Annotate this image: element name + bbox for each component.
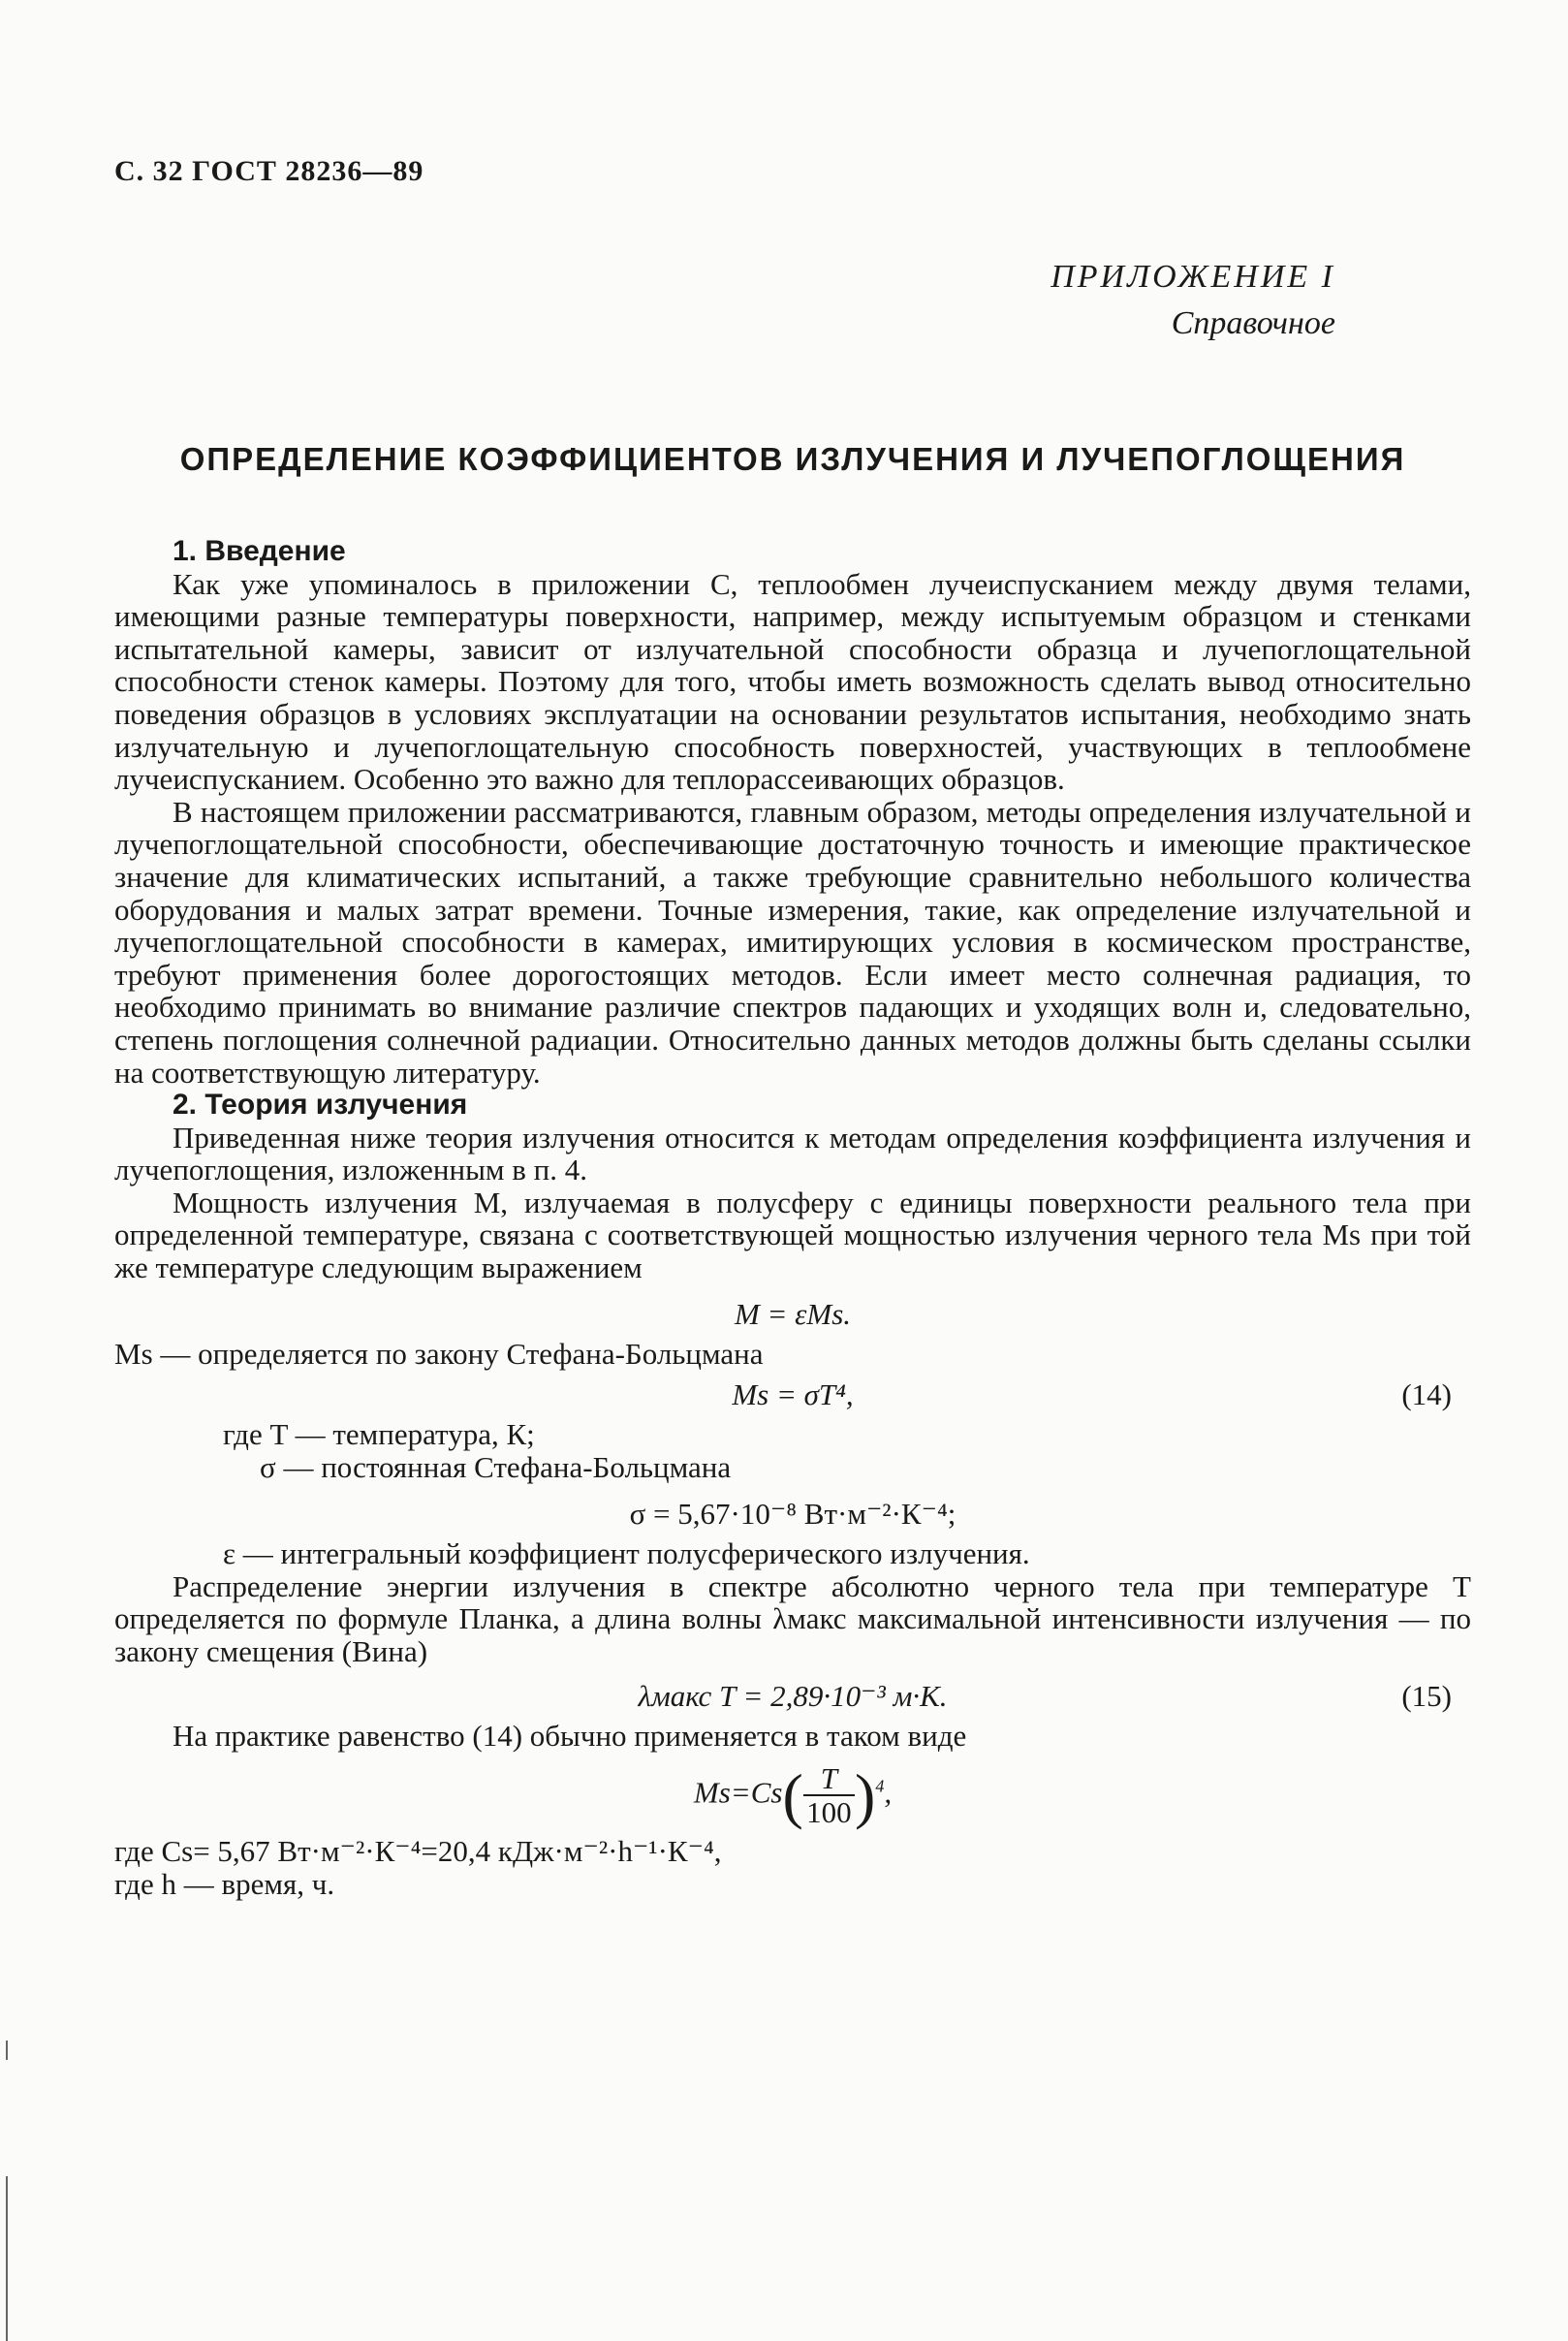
formula-15-expression: λмакс T = 2,89·10⁻³ м·К. — [638, 1678, 948, 1713]
formula-16-paren-close: ) — [855, 1760, 876, 1830]
formula-m: M = εMs. — [734, 1296, 852, 1331]
appendix-kind: Справочное — [1171, 305, 1335, 341]
definition-sigma: σ — постоянная Стефана-Больцмана — [260, 1450, 732, 1485]
section-heading: 1. Введение — [172, 535, 346, 567]
formula-16-paren-open: ( — [782, 1760, 803, 1830]
margin-mark — [6, 2176, 8, 2341]
paragraph: Как уже упоминалось в приложении С, теплообмен лучеиспусканием между двумя телами, имеющими разные температуры поверхности, например, между испытуемым образцом и стенками испытательной камеры, зависит от излучательной способности образца и лучепоглощательной способности стенок камеры. Поэтому для того, чтобы иметь возможность сделать вывод относительно поведения образцов в условиях эксплуатации на основании результатов испытания, необходимо знать излучательную и лучепоглощательную способность поверхностей, участвующих в теплообмене лучеиспусканием. Особенно это важно для теплорассеивающих образцов. — [114, 566, 1471, 797]
page-header: С. 32 ГОСТ 28236—89 — [114, 155, 424, 187]
formula-15 — [114, 1680, 1471, 1713]
appendix-title: ПРИЛОЖЕНИЕ I — [1051, 259, 1335, 295]
formula-16-denominator: 100 — [806, 1795, 852, 1830]
document-title: ОПРЕДЕЛЕНИЕ КОЭФФИЦИЕНТОВ ИЗЛУЧЕНИЯ И ЛУЧЕПОГЛОЩЕНИЯ — [179, 441, 1406, 477]
document-body — [114, 535, 1471, 1900]
formula-16 — [114, 1762, 1471, 1829]
paragraph: Распределение энергии излучения в спектре абсолютно черного тела при температуре T определяется по формуле Планка, а длина волны λмакс максимальной интенсивности излучения — по закону смещения (Вина) — [114, 1568, 1471, 1668]
paragraph: На практике равенство (14) обычно применяется в таком виде — [172, 1719, 967, 1754]
definition-epsilon: ε — интегральный коэффициент полусферического излучения. — [223, 1536, 1030, 1571]
formula-sigma-value: σ = 5,67·10⁻⁸ Вт·м⁻²·К⁻⁴; — [629, 1496, 956, 1531]
appendix-label — [1051, 254, 1335, 347]
paragraph: Приведенная ниже теория излучения относится к методам определения коэффициента излучения и лучепоглощения, изложенным в п. 4. — [114, 1120, 1471, 1187]
definition-ms: Ms — определяется по закону Стефана-Больцмана — [114, 1337, 764, 1372]
paragraph: Мощность излучения М, излучаемая в полусферу с единицы поверхности реального тела при определенной температуре, связана с соответствующей мощностью излучения черного тела Ms при той же температуре следующим выражением — [114, 1185, 1471, 1285]
formula-16-comma: , — [884, 1775, 893, 1810]
formula-16-left: Ms=Cs — [693, 1775, 783, 1810]
paragraph: В настоящем приложении рассматриваются, главным образом, методы определения излучательной и лучепоглощательной способности, обеспечивающие достаточную точность и имеющие практическое значение для климатических испытаний, а также требующие сравнительно небольшого количества оборудования и малых затрат времени. Точные измерения, такие, как определение излучательной и лучепоглощательной способности в камерах, имитирующих условия в космическом пространстве, требуют применения более дорогостоящих методов. Если имеет место солнечная радиация, то необходимо принимать во внимание различие спектров падающих и уходящих волн и, следовательно, степень поглощения солнечной радиации. Относительно данных методов должны быть сделаны ссылки на соответствующую литературу. — [114, 794, 1471, 1090]
formula-16-exponent: 4 — [875, 1776, 885, 1796]
definition-h: где h — время, ч. — [114, 1866, 335, 1901]
formula-14-expression: Ms = σT⁴, — [732, 1376, 854, 1411]
section-heading: 2. Теория излучения — [172, 1089, 468, 1122]
formula-16-fraction — [803, 1762, 855, 1829]
formula-15-number: (15) — [1401, 1678, 1452, 1713]
formula-14 — [114, 1378, 1471, 1411]
margin-mark — [6, 2040, 8, 2060]
formula-14-number: (14) — [1401, 1376, 1452, 1411]
formula-16-numerator: T — [803, 1762, 855, 1797]
definition-t: где T — температура, К; — [223, 1417, 535, 1452]
definition-cs: где Cs= 5,67 Вт·м⁻²·К⁻⁴=20,4 кДж·м⁻²·h⁻¹·К⁻⁴, — [114, 1833, 722, 1868]
